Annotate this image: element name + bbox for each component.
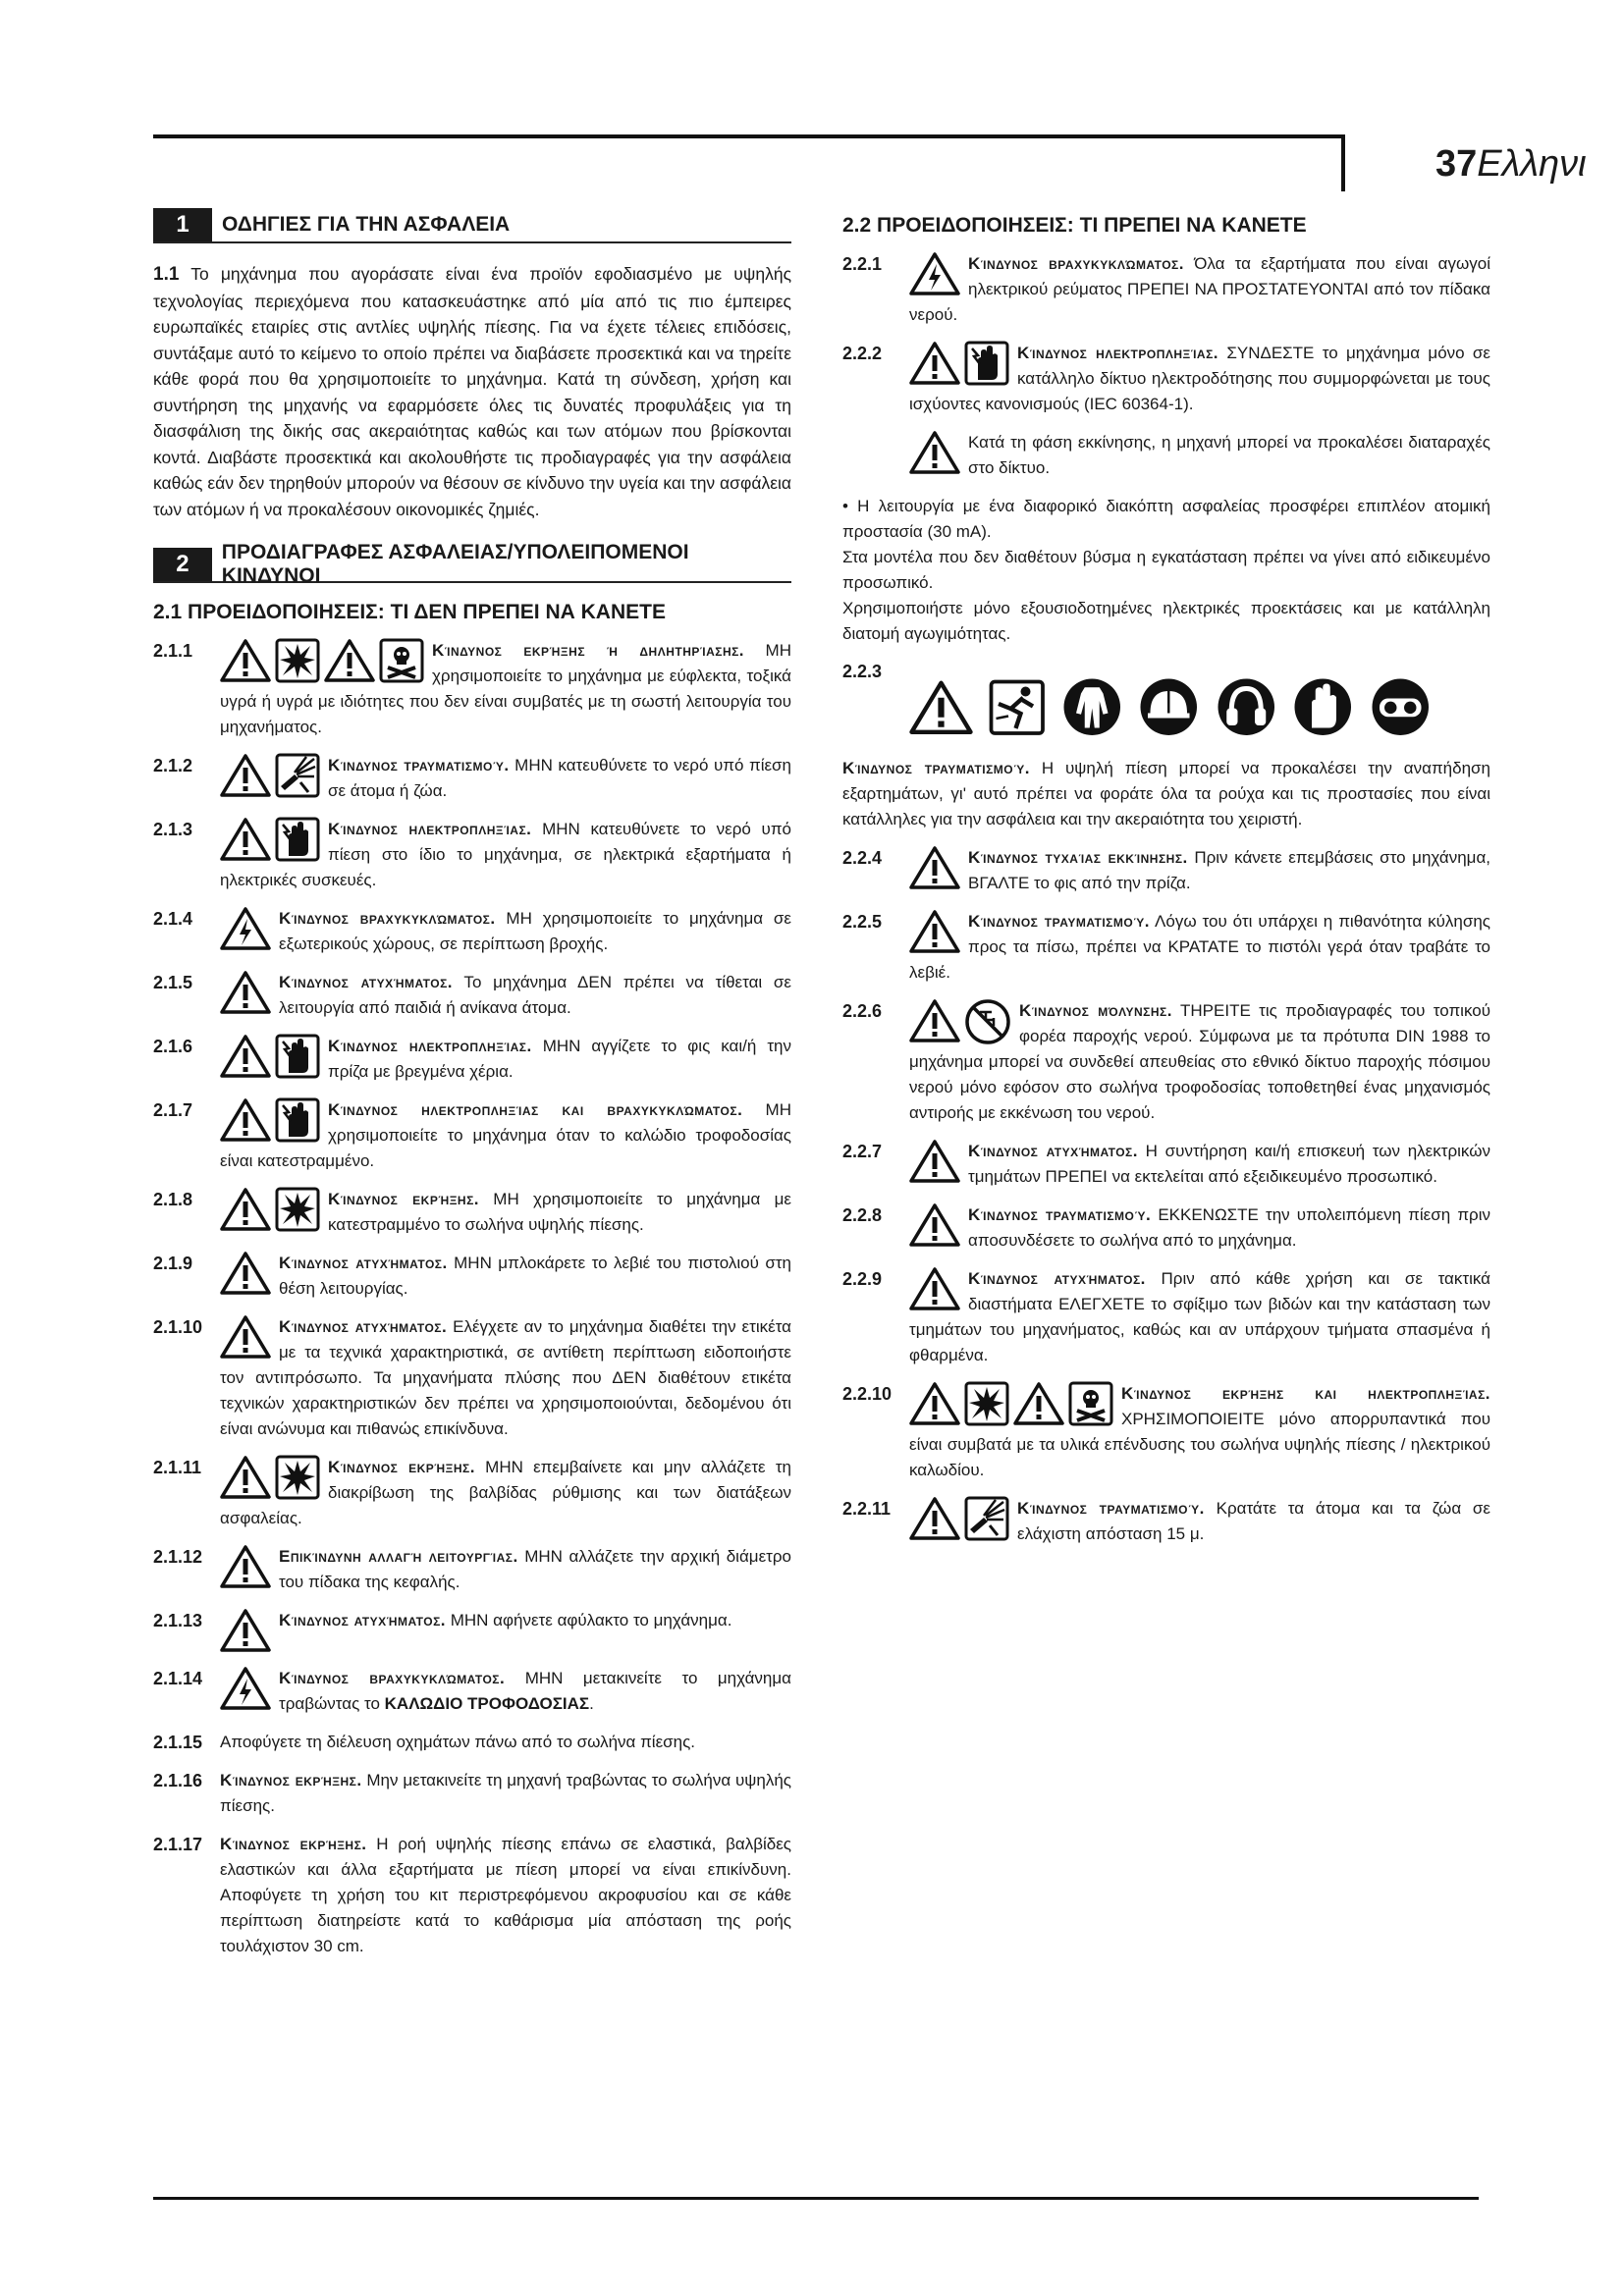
safety-item [153, 638, 791, 740]
hazard-label: Κίνδυνος βραχυκυκλώματος. [968, 254, 1184, 273]
item-number: 2.2.5 [842, 911, 883, 932]
hazard-icons [909, 1202, 960, 1248]
right-column [842, 208, 1490, 1560]
safety-item [842, 1496, 1490, 1547]
hazard-description: Η ροή υψηλής πίεσης επάνω σε ελαστικά, βαλβίδες ελαστικών και άλλα εξαρτήματα με πίεση μπορεί να είναι επικίνδυνη. Αποφύγετε τη χρήση του κιτ περιστρεφόμενου ακροφυσίου και σε κάθε περίπτωση διατηρείστε κατά το καθάρισμα μία απόσταση της ροής τουλάχιστον 30 cm. [220, 1835, 791, 1955]
item-number: 2.2.3 [842, 662, 883, 681]
item-number: 2.2.2 [842, 344, 883, 363]
safety-item [153, 1187, 791, 1238]
hazard-label: Κίνδυνος εκρήξης. [220, 1771, 362, 1789]
warning-icon [909, 679, 973, 741]
hazard-description: Ελέγχετε αν το μηχάνημα διαθέτει την ετικέτα με τα τεχνικά χαρακτηριστικά, σε αντίθετη περίπτωση ειδοποιήστε τον αντιπρόσωπο. Τα μηχανήματα πλύσης που ΔΕΝ διαθέτουν ετικέτα τεχνικών χαρακτηριστικών δεν πρέπει να χρησιμοποιούνται, δεδομένου ότι είναι ανώνυμα και πιθανώς επικίνδυνα. [220, 1317, 791, 1438]
spray-icon [275, 753, 320, 798]
item-text [909, 251, 1490, 328]
hazard-description: ΜΗΝ αφήνετε αφύλακτο το μηχάνημα. [446, 1611, 732, 1629]
item-text [220, 1187, 791, 1238]
left-items-list [153, 638, 791, 1959]
startup-note: Κατά τη φάση εκκίνησης, η μηχανή μπορεί να προκαλέσει διαταραχές στο δίκτυο. [909, 430, 1490, 481]
ppe-icons [909, 676, 1431, 743]
warning-icon [909, 341, 960, 386]
item-number: 2.1.9 [153, 1254, 193, 1273]
hazard-label: Κίνδυνος ηλεκτροπληξίας και βραχυκυκλώματος. [328, 1100, 743, 1119]
hazard-icons [909, 341, 1009, 386]
hazard-icons [909, 1266, 960, 1311]
electric-warning-icon [220, 1666, 271, 1711]
goggles-icon [1370, 676, 1432, 743]
hazard-label: Κίνδυνος εκρήξης. [328, 1458, 475, 1476]
explosion-icon [275, 638, 320, 683]
hazard-icons [909, 1496, 1009, 1541]
safety-item [153, 1251, 791, 1302]
shock-hand-icon [275, 1097, 320, 1143]
hazard-label: Κίνδυνος εκρήξης. [220, 1835, 367, 1853]
item-number: 2.1.7 [153, 1100, 193, 1120]
item-number: 2.2.4 [842, 847, 883, 868]
hazard-description: ΜΗ χρησιμοποιείτε το μηχάνημα με εύφλεκτα, τοξικά υγρά ή υγρά με ιδιότητες που δεν είναι συμβατές με τη σωστή λειτουργία του μηχανήματος. [220, 641, 791, 736]
safety-item [842, 845, 1490, 896]
hazard-label: Κίνδυνος ατυχήματος. [279, 1611, 447, 1629]
hazard-icons [220, 753, 320, 798]
item-number: 2.1.3 [153, 820, 193, 839]
safety-item [842, 1381, 1490, 1483]
item-text [220, 1034, 791, 1085]
safety-item [153, 1608, 791, 1653]
safety-item [153, 817, 791, 893]
item-number: 2.1.17 [153, 1835, 203, 1854]
subsection-2-2-title: 2.2 ΠΡΟΕΙΔΟΠΟΙΗΣΕΙΣ: ΤΙ ΠΡΕΠΕΙ ΝΑ ΚΑΝΕΤΕ [842, 214, 1307, 237]
safety-item [153, 1544, 791, 1595]
warning-icon [220, 1097, 271, 1143]
hazard-label: Κίνδυνος τραυματισμού. [968, 911, 1151, 931]
header-rule [153, 134, 1343, 138]
glove-icon [1292, 676, 1354, 743]
hazard-label: Κίνδυνος ατυχήματος. [279, 1254, 448, 1272]
safety-item [842, 251, 1490, 328]
item-number: 2.1.5 [153, 973, 193, 992]
item-text [220, 1251, 791, 1302]
warning-icon [220, 1455, 271, 1500]
warning-icon [220, 1187, 271, 1232]
item-text [909, 909, 1490, 986]
safety-item [842, 998, 1490, 1126]
hazard-description: ΜΗ χρησιμοποιείτε το μηχάνημα όταν το καλώδιο τροφοδοσίας είναι κατεστραμμένο. [220, 1100, 791, 1170]
explosion-icon [275, 1187, 320, 1232]
item-text [909, 1381, 1490, 1483]
hazard-label: Κίνδυνος τραυματισμού. [328, 756, 510, 774]
section-1-heading: 1 ΟΔΗΓΙΕΣ ΓΙΑ ΤΗΝ ΑΣΦΑΛΕΙΑ [153, 208, 791, 243]
hazard-icons [220, 1608, 271, 1653]
item-text [220, 753, 791, 804]
hazard-label: Κίνδυνος ατυχήματος. [279, 1317, 448, 1336]
item-number: 2.1.8 [153, 1190, 193, 1209]
item-text [220, 1608, 791, 1653]
shock-hand-icon [275, 817, 320, 862]
warning-icon [1013, 1381, 1064, 1426]
warning-icon [220, 1608, 271, 1653]
hazard-label: Κίνδυνος τραυματισμού. [842, 758, 1030, 777]
item-text [220, 906, 791, 957]
warning-icon [220, 1544, 271, 1589]
item-number: 2.1.1 [153, 641, 193, 661]
footer-rule [153, 2197, 1479, 2200]
hazard-icons [909, 1381, 1113, 1426]
warning-icon [220, 753, 271, 798]
warning-icon [909, 1266, 960, 1311]
explosion-icon [275, 1455, 320, 1500]
left-column [153, 208, 791, 1972]
safety-item [153, 1034, 791, 1085]
hazard-description: Το μηχάνημα ΔΕΝ πρέπει να τίθεται σε λειτουργία από παιδιά ή ανίκανα άτομα. [279, 973, 791, 1017]
hazard-icons [220, 1666, 271, 1711]
hazard-icons [909, 1139, 960, 1184]
item-text [220, 817, 791, 893]
item-number: 2.2.8 [842, 1204, 883, 1225]
item-number: 2.2.9 [842, 1268, 883, 1289]
safety-item [153, 1314, 791, 1442]
hazard-description: ΜΗΝ αλλάζετε την αρχική διάμετρο του πίδακα της κεφαλής. [279, 1547, 791, 1591]
section-2-heading: 2 ΠΡΟΔΙΑΓΡΑΦΕΣ ΑΣΦΑΛΕΙΑΣ/ΥΠΟΛΕΙΠΟΜΕΝΟΙ ΚΙΝΔΥΝΟΙ [153, 548, 791, 583]
hazard-description: ΜΗΝ επεμβαίνετε και μην αλλάζετε τη διακρίβωση της βαλβίδας ρύθμισης και των διατάξεων ασφαλείας. [220, 1458, 792, 1527]
explosion-icon [964, 1381, 1009, 1426]
hazard-description: Μην μετακινείτε τη μηχανή τραβώντας το σωλήνα υψηλής πίεσης. [220, 1771, 792, 1815]
item-text [220, 1544, 791, 1595]
item-text [220, 1314, 791, 1442]
item-text [909, 1202, 1490, 1254]
hazard-label: Κίνδυνος τραυματισμού. [968, 1204, 1152, 1224]
hazard-label: Κίνδυνος εκρήξης. [328, 1190, 480, 1208]
safety-item [842, 1139, 1490, 1190]
safety-item [153, 753, 791, 804]
hazard-icons [220, 638, 424, 683]
hazard-description: Λόγω του ότι υπάρχει η πιθανότητα κύλησης προς τα πίσω, πρέπει να ΚΡΑΤΑΤΕ το πιστόλι γερά όταν τραβάτε το λεβιέ. [909, 911, 1490, 982]
item-text [220, 1097, 791, 1174]
warning-icon [909, 1381, 960, 1426]
hazard-label: Κίνδυνος μόλυνσης. [1019, 1000, 1172, 1020]
warning-icon [220, 817, 271, 862]
hazard-icons [220, 1544, 271, 1589]
hazard-description: Όλα τα εξαρτήματα που είναι αγωγοί ηλεκτρικού ρεύματος ΠΡΕΠΕΙ ΝΑ ΠΡΟΣΤΑΤΕΥΟΝΤΑΙ από τον πίδακα νερού. [909, 254, 1490, 324]
no-drink-icon [964, 998, 1011, 1045]
item-text [220, 1768, 791, 1819]
hazard-icons [220, 1251, 271, 1296]
item-number: 2.2.7 [842, 1141, 883, 1161]
warning-icon [909, 430, 960, 475]
safety-item [153, 1455, 791, 1531]
safety-item [153, 1730, 791, 1755]
poison-icon [379, 638, 424, 683]
item-number: 2.2.6 [842, 1000, 883, 1021]
hazard-label: Κίνδυνος εκρήξης και ηλεκτροπληξίας. [1121, 1383, 1490, 1403]
hazard-icons [220, 1314, 271, 1360]
item-text [220, 1666, 791, 1717]
header-tick [1341, 134, 1345, 191]
hazard-icons [220, 1034, 320, 1079]
warning-icon [324, 638, 375, 683]
hazard-description: ΜΗΝ μετακινείτε το μηχάνημα τραβώντας το [279, 1669, 791, 1713]
item-number: 2.1.15 [153, 1733, 203, 1752]
hazard-icons [220, 906, 271, 951]
item-text [909, 1266, 1490, 1368]
hazard-description: ΜΗΝ κατευθύνετε το νερό υπό πίεση σε άτομα ή ζώα. [328, 756, 791, 800]
hazard-icons [909, 845, 960, 890]
hazard-description: ΜΗΝ μπλοκάρετε το λεβιέ του πιστολιού στη θέση λειτουργίας. [279, 1254, 791, 1298]
hazard-description: ΕΚΚΕΝΩΣΤΕ την υπολειπόμενη πίεση πριν αποσυνδέσετε το σωλήνα από το μηχάνημα. [968, 1204, 1490, 1250]
item-text [220, 638, 791, 740]
hazard-label: Κίνδυνος εκρήξης ή δηλητηρίασης. [432, 641, 745, 660]
hazard-description: Πριν κάνετε επεμβάσεις στο μηχάνημα, ΒΓΑΛΤΕ το φις από την πρίζα. [968, 847, 1490, 892]
kickback-icon [989, 679, 1046, 741]
item-number: 2.1.16 [153, 1771, 203, 1790]
intro-paragraph: 1.1 Το μηχάνημα που αγοράσατε είναι ένα προϊόν εφοδιασμένο με υψηλής τεχνολογίας περιεχόμενα που κατασκευάστηκε από μία από τις πιο έμπειρες ευρωπαϊκές εταιρίες στις αντλίες υψηλής πίεσης. Για να έχετε τέλειες επιδόσεις, συντάξαμε αυτό το κείμενο το οποίο πρέπει να διαβάσετε προσεκτικά και να τηρείτε κάθε φορά που θα χρησιμοποιείτε το μηχάνημα. Κατά τη σύνδεση, χρήση και συντήρηση της μηχανής να εφαρμόσετε όλες τις δυνατές προφυλάξεις για τη διασφάλιση της δικής σας ακεραιότητας καθώς και των ατόμων που βρίσκονται κοντά. Διαβάστε προσεκτικά και ακολουθήστε τις προδιαγραφές για την ασφάλεια καθώς εάν δεν τηρηθούν μπορούν να θέσουν σε κίνδυνο την υγεία και την ασφάλεια των ατόμων ή να προκαλέσουν οικονομικές ζημιές. [153, 264, 792, 519]
item-text [220, 1730, 791, 1755]
spray-icon [964, 1496, 1009, 1541]
warning-icon [220, 638, 271, 683]
shock-hand-icon [275, 1034, 320, 1079]
plug-note: Στα μοντέλα που δεν διαθέτουν βύσμα η εγκατάσταση πρέπει να γίνει από ειδικευμένο προσωπικό. [842, 548, 1490, 592]
item-number: 2.1.11 [153, 1458, 202, 1477]
safety-item [153, 906, 791, 957]
safety-item [153, 1666, 791, 1717]
hazard-label: Κίνδυνος ηλεκτροπληξίας. [1017, 344, 1219, 362]
hazard-description: Αποφύγετε τη διέλευση οχημάτων πάνω από το σωλήνα πίεσης. [220, 1733, 696, 1751]
electric-warning-icon [909, 251, 960, 296]
hazard-label: Κίνδυνος τραυματισμού. [1017, 1498, 1205, 1518]
item-text [909, 1496, 1490, 1547]
hazard-icons [220, 970, 271, 1015]
hazard-label: Κίνδυνος ηλεκτροπληξίας. [328, 820, 532, 838]
warning-icon [909, 1202, 960, 1248]
hazard-label: Κίνδυνος ηλεκτροπληξίας. [328, 1037, 532, 1055]
poison-icon [1068, 1381, 1113, 1426]
ear-protection-icon [1216, 676, 1277, 743]
item-text [220, 1455, 791, 1531]
safety-item [842, 1202, 1490, 1254]
hazard-description: ΧΡΗΣΙΜΟΠΟΙΕΙΤΕ μόνο απορρυπαντικά που είναι συμβατά με τα υλικά επένδυσης του σωλήνα υψηλής πίεσης / ηλεκτρικού καλωδίου. [909, 1409, 1490, 1479]
hazard-description: Η συντήρηση και/ή επισκευή των ηλεκτρικών τμημάτων ΠΡΕΠΕΙ να εκτελείται από εξειδικευμένο προσωπικό. [968, 1141, 1490, 1186]
hazard-icons [220, 817, 320, 862]
item-number: 2.2.1 [842, 254, 883, 274]
item-text [220, 1832, 791, 1959]
item-number: 2.2.11 [842, 1498, 892, 1519]
warning-icon [909, 1139, 960, 1184]
extension-note: Χρησιμοποιήστε μόνο εξουσιοδοτημένες ηλεκτρικές προεκτάσεις και με κατάλληλη διατομή αγωγιμότητας. [842, 599, 1490, 643]
safety-item [842, 909, 1490, 986]
hazard-icons [909, 251, 960, 296]
hazard-description: ΜΗΝ αγγίζετε το φις και/ή την πρίζα με βρεγμένα χέρια. [328, 1037, 791, 1081]
coverall-icon [1061, 676, 1123, 743]
item-number: 2.1.13 [153, 1611, 203, 1630]
electric-warning-icon [220, 906, 271, 951]
safety-item [153, 1832, 791, 1959]
warning-icon [220, 970, 271, 1015]
hazard-description: ΣΥΝΔΕΣΤΕ το μηχάνημα μόνο σε κατάλληλο δίκτυο ηλεκτροδότησης που συμμορφώνεται με τους ισχύοντες κανονισμούς (IEC 60364-1). [909, 344, 1490, 413]
hazard-label: Επικίνδυνη αλλαγή λειτουργίας. [279, 1547, 518, 1566]
item-text [220, 970, 791, 1021]
hazard-description: Κρατάτε τα άτομα και τα ζώα σε ελάχιστη απόσταση 15 μ. [1017, 1498, 1490, 1543]
warning-icon [220, 1251, 271, 1296]
safety-item [842, 341, 1490, 417]
safety-item [842, 1266, 1490, 1368]
hazard-icons [909, 998, 1011, 1045]
item-number: 2.1.10 [153, 1317, 203, 1337]
warning-icon [220, 1314, 271, 1360]
item-number: 2.1.2 [153, 756, 193, 775]
item-text [909, 998, 1490, 1126]
hazard-icons [909, 909, 960, 954]
rcd-note: • Η λειτουργία με ένα διαφορικό διακόπτη ασφαλείας προσφέρει επιπλέον ατομική προστασία (30 mA). [842, 497, 1490, 541]
helmet-icon [1138, 676, 1200, 743]
item-text [909, 1139, 1490, 1190]
hazard-icons [220, 1455, 320, 1500]
item-number: 2.1.12 [153, 1547, 203, 1567]
hazard-label: Κίνδυνος βραχυκυκλώματος. [279, 1669, 506, 1687]
item-text [909, 341, 1490, 417]
safety-item [153, 970, 791, 1021]
hazard-description: ΜΗ χρησιμοποιείτε το μηχάνημα με κατεστραμμένο το σωλήνα υψηλής πίεσης. [328, 1190, 791, 1234]
item-number: 2.2.10 [842, 1383, 893, 1404]
hazard-description: Πριν από κάθε χρήση και σε τακτικά διαστήματα ΕΛΕΓΧΕΤΕ το σφίξιμο των βιδών και την κατάσταση των τμημάτων του μηχανήματος, καθώς και αν υπάρχουν τμήματα σπασμένα ή φθαρμένα. [909, 1268, 1490, 1364]
hazard-label: Κίνδυνος ατυχήματος. [279, 973, 454, 991]
item-number: 2.1.6 [153, 1037, 193, 1056]
warning-icon [909, 845, 960, 890]
safety-item [153, 1768, 791, 1819]
hazard-label: Κίνδυνος ατυχήματος. [968, 1141, 1138, 1160]
hazard-icons [220, 1187, 320, 1232]
hazard-icons [220, 1097, 320, 1143]
warning-icon [909, 1496, 960, 1541]
shock-hand-icon [964, 341, 1009, 386]
warning-icon [909, 909, 960, 954]
ppe-text [842, 756, 1490, 832]
hazard-label: Κίνδυνος βραχυκυκλώματος. [279, 909, 496, 928]
safety-item [153, 1097, 791, 1174]
item-number: 2.1.4 [153, 909, 193, 929]
hazard-tail: . [589, 1694, 594, 1713]
item-text [909, 845, 1490, 896]
hazard-description: ΤΗΡΕΙΤΕ τις προδιαγραφές του τοπικού φορέα παροχής νερού. Σύμφωνα με τα πρότυπα DIN 1988 το μηχάνημα μπορεί να συνδεθεί απευθείας στο εθνικό δίκτυο παροχής πόσιμου νερού μόνο εφόσον στο σωλήνα τροφοδοσίας τοποθετηθεί ένας μηχανισμός αντιροής με εκκένωση του νερού. [909, 1000, 1491, 1122]
page-number: 37Ελληνι [1435, 143, 1587, 185]
hazard-description: Η υψηλή πίεση μπορεί να προκαλέσει την αναπήδηση εξαρτημάτων, γι' αυτό πρέπει να φοράτε όλα τα ρούχα και τις προστασίες που είναι κατάλληλες για την ασφάλεια και την ακεραιότητα του χειριστή. [842, 758, 1490, 828]
safety-item-ppe [842, 659, 1490, 743]
right-items-list [842, 845, 1490, 1547]
warning-icon [909, 998, 960, 1045]
hazard-description: ΜΗΝ κατευθύνετε το νερό υπό πίεση στο ίδιο το μηχάνημα, σε ηλεκτρικά εξαρτήματα ή ηλεκτρικές συσκευές. [220, 820, 792, 889]
hazard-label: Κίνδυνος τυχαίας εκκίνησης. [968, 847, 1188, 867]
hazard-description: ΜΗ χρησιμοποιείτε το μηχάνημα σε εξωτερικούς χώρους, σε περίπτωση βροχής. [279, 909, 791, 953]
hazard-label: Κίνδυνος ατυχήματος. [968, 1268, 1146, 1288]
subsection-2-1-title: 2.1 ΠΡΟΕΙΔΟΠΟΙΗΣΕΙΣ: ΤΙ ΔΕΝ ΠΡΕΠΕΙ ΝΑ ΚΑΝΕΤΕ [153, 601, 666, 623]
item-number: 2.1.14 [153, 1669, 203, 1688]
hazard-emphasis: ΚΑΛΩΔΙΟ ΤΡΟΦΟΔΟΣΙΑΣ [384, 1694, 590, 1713]
warning-icon [220, 1034, 271, 1079]
